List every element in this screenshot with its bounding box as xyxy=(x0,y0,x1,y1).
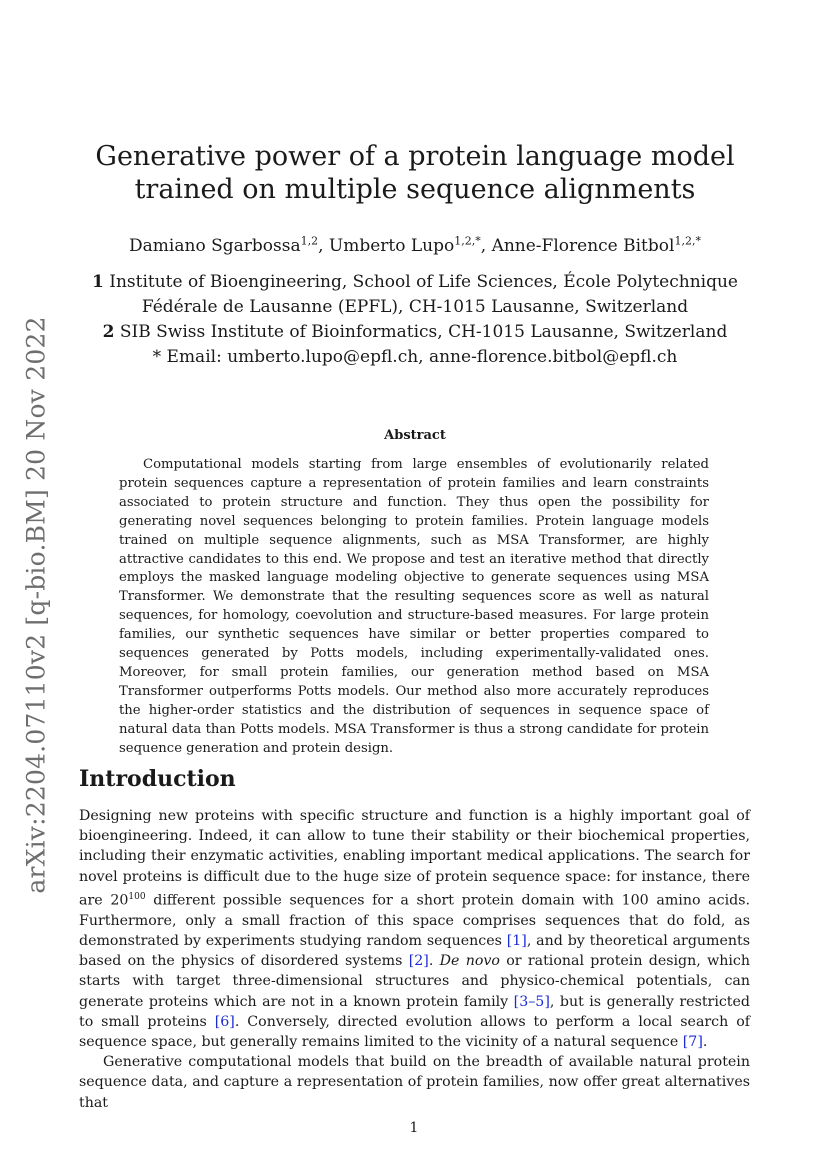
paragraph-text: . Conversely, directed evolution allows to perform a local search of sequence space, but generally remains limited to the vicinity of a natural sequence xyxy=(79,1013,750,1050)
paragraph-text: . xyxy=(702,1033,708,1050)
author-name: Damiano Sgarbossa xyxy=(129,235,301,256)
author-affiliation-marker: 1,2,* xyxy=(674,234,701,247)
affiliation-text: Institute of Bioengineering, School of Life Sciences, École Polytechnique xyxy=(109,272,738,292)
author-list xyxy=(80,230,750,257)
author-name: Anne-Florence Bitbol xyxy=(491,235,675,256)
citation-link[interactable]: [6] xyxy=(214,1013,235,1030)
paragraph-text: or rational protein design, which starts with target three-dimensional structures and physico-chemical potentials, can generate proteins which are not in a known protein family xyxy=(79,953,750,1010)
author-separator: , xyxy=(318,235,329,256)
citation-link[interactable]: [2] xyxy=(408,953,429,970)
arxiv-identifier: arXiv:2204.07110v2 [q-bio.BM] 20 Nov 2022 xyxy=(21,316,51,894)
author xyxy=(329,236,492,256)
citation-link[interactable]: [1] xyxy=(506,932,527,949)
email-line: * Email: umberto.lupo@epfl.ch, anne-florence.bitbol@epfl.ch xyxy=(152,347,678,367)
affiliation-number: 1 xyxy=(92,272,104,292)
author-affiliation-marker: 1,2 xyxy=(300,234,319,247)
affiliation-line xyxy=(80,320,750,345)
paragraph-text: different possible sequences for a short protein domain with 100 amino acids. Furthermore, only a small fraction of this space comprises sequences that do fold, as demonstrated by experiments studying random sequences xyxy=(79,892,750,949)
affiliation-line xyxy=(80,270,750,295)
affiliation-line xyxy=(80,295,750,320)
affiliations xyxy=(80,270,750,370)
introduction-body xyxy=(79,806,750,1113)
paragraph-text: , but is generally restricted to small proteins xyxy=(79,993,750,1030)
affiliation-text: Fédérale de Lausanne (EPFL), CH-1015 Lausanne, Switzerland xyxy=(141,297,689,317)
abstract-heading: Abstract xyxy=(384,428,446,443)
introduction-heading: Introduction xyxy=(79,766,236,792)
emphasis-text: De novo xyxy=(439,953,500,970)
paper-title: Generative power of a protein language model trained on multiple sequence alignments xyxy=(95,141,735,205)
affiliation-number: 2 xyxy=(102,322,115,342)
introduction-paragraph-1 xyxy=(79,806,750,1052)
citation-link[interactable]: [7] xyxy=(682,1033,703,1050)
author-name: Umberto Lupo xyxy=(328,235,455,256)
author-affiliation-marker: 1,2,* xyxy=(454,234,481,247)
abstract-body: Computational models starting from large ensembles of evolutionarily related protein sequences capture a representation of protein families and learn constraints associated to protein structure and function. They thus open the possibility for generating novel sequences belonging to protein families. Protein language models trained on multiple sequence alignments, such as MSA Transformer, are highly attractive candidates to this end. We propose and test an iterative method that directly employs the masked language modeling objective to generate sequences using MSA Transformer. We demonstrate that the resulting sequences score as well as natural sequences, for homology, coevolution and structure-based measures. For large protein families, our synthetic sequences have similar or better properties compared to sequences generated by Potts models, including experimentally-validated ones. Moreover, for small protein families, our generation method based on MSA Transformer outperforms Potts models. Our method also more accurately reproduces the higher-order statistics and the distribution of sequences in sequence space of natural data than Potts models. MSA Transformer is thus a strong candidate for protein sequence generation and protein design. xyxy=(119,457,709,756)
affiliation-text: SIB Swiss Institute of Bioinformatics, CH-1015 Lausanne, Switzerland xyxy=(119,322,728,342)
page-number: 1 xyxy=(409,1120,419,1136)
author xyxy=(492,236,701,256)
author-separator: , xyxy=(480,235,492,256)
paragraph-text: Designing new proteins with specific structure and function is a highly important goal of bioengineering. Indeed, it can allow to tune their stability or their biochemical properties, including their enzymatic activities, enabling important medical applications. The search for novel proteins is difficult due to the huge size of protein sequence space: for instance, there are 20 xyxy=(79,808,750,909)
paragraph-text: , and by theoretical arguments based on the physics of disordered systems xyxy=(79,932,751,970)
paragraph-text: . xyxy=(428,953,440,970)
arxiv-sidebar xyxy=(16,316,56,894)
author xyxy=(129,236,329,256)
exponent: 100 xyxy=(128,891,146,902)
introduction-paragraph-2: Generative computational models that build on the breadth of available natural protein sequence data, and capture a representation of protein families, now offer great alternatives that xyxy=(79,1054,750,1111)
citation-link[interactable]: [3–5] xyxy=(513,993,550,1010)
